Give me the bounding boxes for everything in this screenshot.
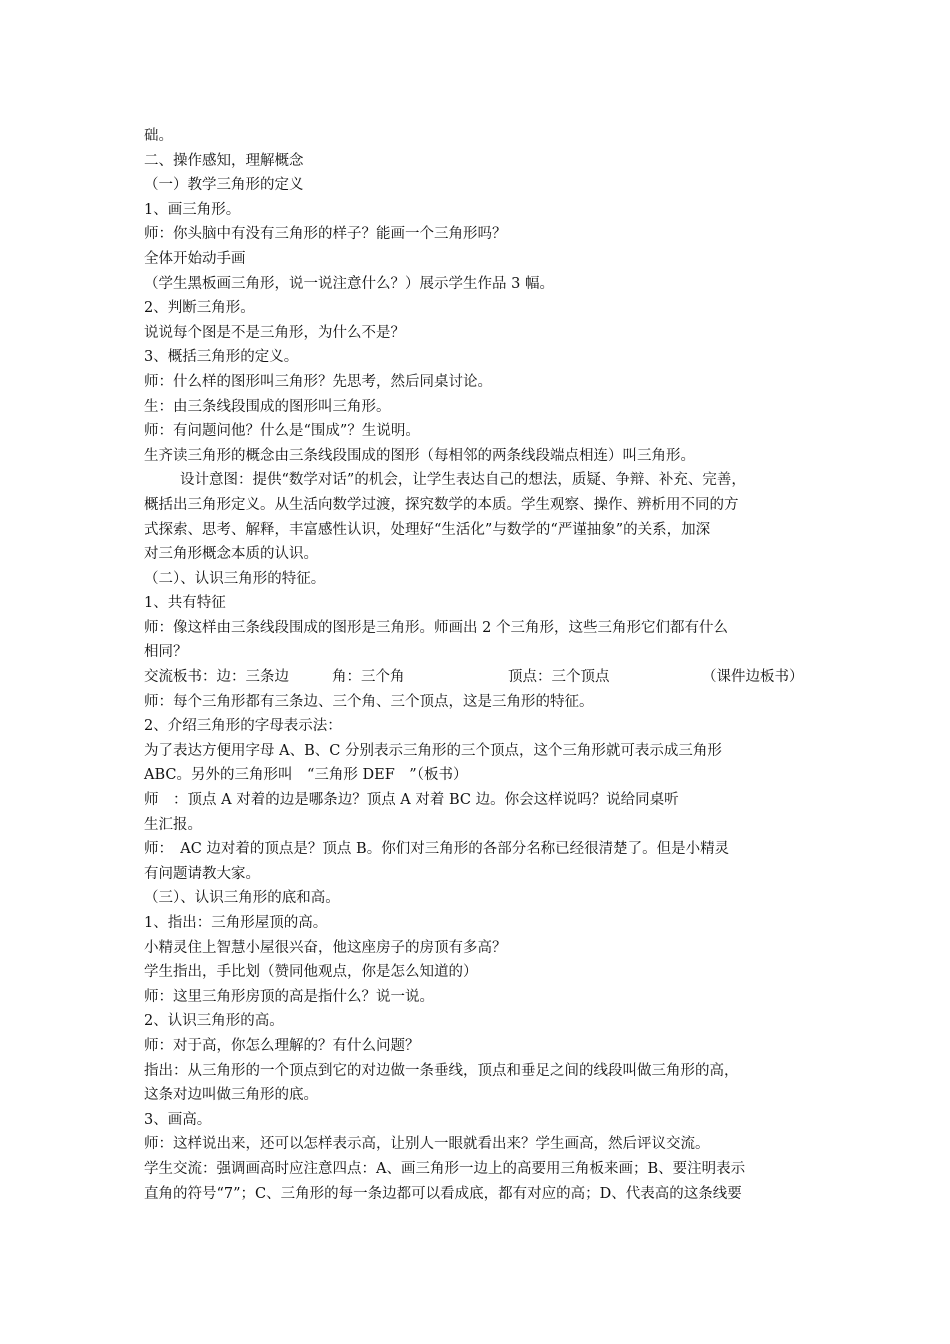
board-sides: 交流板书：边：三条边 (144, 669, 289, 686)
text-line: 师：你头脑中有没有三角形的样子？能画一个三角形吗？ (144, 226, 507, 243)
text-line: 这条对边叫做三角形的底。 (144, 1087, 318, 1104)
text-line: 1、画三角形。 (144, 201, 241, 218)
text-line: 1、共有特征 (144, 595, 226, 612)
text-line: 生齐读三角形的概念由三条线段围成的图形（每相邻的两条线段端点相连）叫三角形。 (144, 447, 695, 464)
document-body (144, 124, 814, 1206)
board-note: （课件边板书） (702, 669, 804, 686)
subsection-heading: （一）教学三角形的定义 (144, 177, 304, 194)
text-line: 3、画高。 (144, 1111, 212, 1128)
text-line: 相同？ (144, 644, 188, 661)
text-line: 直角的符号“7”；C、三角形的每一条边都可以看成底，都有对应的高；D、代表高的这条线要 (144, 1185, 742, 1202)
text-line: 师：什么样的图形叫三角形？先思考，然后同桌讨论。 (144, 373, 492, 390)
text-line: ABC。另外的三角形叫 “三角形 DEF ”（板书） (144, 767, 468, 784)
text-line: 式探索、思考、解释，丰富感性认识，处理好“生活化”与数学的“严谨抽象”的关系，加深 (144, 521, 711, 538)
text-line: 对三角形概念本质的认识。 (144, 546, 318, 563)
text-line: 指出：从三角形的一个顶点到它的对边做一条垂线，顶点和垂足之间的线段叫做三角形的高， (144, 1062, 739, 1079)
text-line: 师：这里三角形房顶的高是指什么？说一说。 (144, 988, 434, 1005)
text-line: 有问题请教大家。 (144, 865, 260, 882)
text-line: 生：由三条线段围成的图形叫三角形。 (144, 398, 391, 415)
text-line: 础。 (144, 128, 173, 144)
text-line: （学生黑板画三角形，说一说注意什么？）展示学生作品 3 幅。 (144, 275, 554, 292)
board-angles: 角：三个角 (332, 669, 405, 686)
subsection-heading: （二）、认识三角形的特征。 (144, 570, 326, 587)
text-line: 师：有问题问他？什么是“围成”？生说明。 (144, 423, 420, 440)
text-line: 为了表达方便用字母 A、B、C 分别表示三角形的三个顶点，这个三角形就可表示成三角形 (144, 742, 722, 759)
text-line: 3、概括三角形的定义。 (144, 349, 299, 366)
text-line: 师 ：顶点 A 对着的边是哪条边？顶点 A 对着 BC 边。你会这样说吗？说给同桌听 (144, 792, 679, 809)
text-line: 学生交流：强调画高时应注意四点：A、画三角形一边上的高要用三角板来画；B、要注明表示 (144, 1160, 746, 1177)
text-line: 生汇报。 (144, 816, 202, 833)
text-line: 2、判断三角形。 (144, 300, 255, 317)
board-vertices: 顶点：三个顶点 (508, 669, 610, 686)
text-line: 学生指出，手比划（赞同他观点，你是怎么知道的） (144, 964, 478, 981)
text-line: 师： AC 边对着的顶点是？顶点 B。你们对三角形的各部分名称已经很清楚了。但是小精灵 (144, 841, 730, 858)
section-heading: 二、操作感知，理解概念 (144, 152, 304, 169)
text-line: 说说每个图是不是三角形，为什么不是？ (144, 324, 405, 341)
text-line: 师：每个三角形都有三条边、三个角、三个顶点，这是三角形的特征。 (144, 693, 594, 710)
text-line: 师：对于高，你怎么理解的？有什么问题？ (144, 1037, 420, 1054)
board-row (144, 665, 814, 690)
text-line: 2、介绍三角形的字母表示法： (144, 718, 342, 735)
text-line: 概括出三角形定义。从生活向数学过渡，探究数学的本质。学生观察、操作、辨析用不同的方 (144, 496, 739, 513)
text-line: 1、指出：三角形屋顶的高。 (144, 915, 328, 931)
subsection-heading: （三）、认识三角形的底和高。 (144, 890, 340, 907)
design-intent-line: 设计意图：提供“数学对话”的机会，让学生表达自己的想法，质疑、争辩、补充、完善， (180, 472, 746, 489)
text-line: 小精灵住上智慧小屋很兴奋，他这座房子的房顶有多高？ (144, 939, 507, 956)
text-line: 2、认识三角形的高。 (144, 1013, 284, 1030)
text-line: 师：像这样由三条线段围成的图形是三角形。师画出 2 个三角形，这些三角形它们都有什么 (144, 619, 728, 636)
text-line: 全体开始动手画 (144, 250, 246, 267)
text-line: 师：这样说出来，还可以怎样表示高，让别人一眼就看出来？学生画高，然后评议交流。 (144, 1136, 710, 1153)
